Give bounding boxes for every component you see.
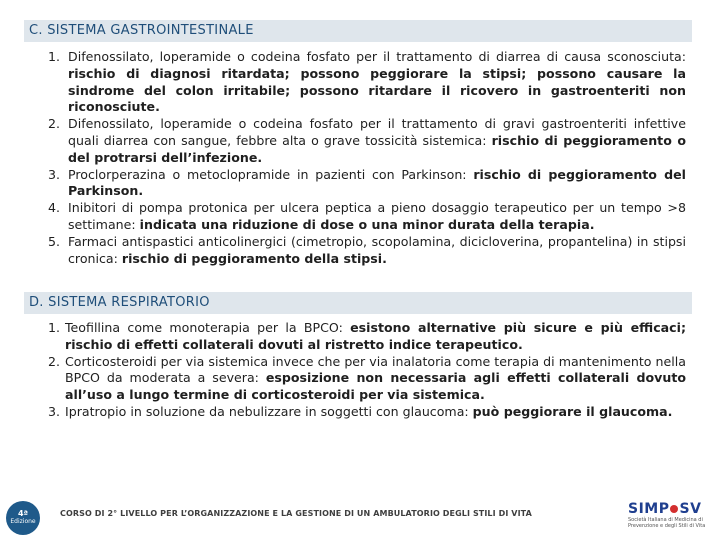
simpesv-logo (628, 501, 708, 535)
item-number: 1. (48, 320, 61, 335)
item-consequence: esposizione non necessaria agli effetti collaterali dovuto all’uso a lungo termine di corticosteroidi per via sistemica. (65, 370, 686, 403)
footer (0, 495, 720, 540)
item-number: 2. (48, 116, 61, 132)
section-d-header: D. SISTEMA RESPIRATORIO (24, 292, 692, 314)
edition-badge (6, 501, 40, 535)
section-d-list (48, 320, 686, 421)
item-consequence: rischio di peggioramento della stipsi. (121, 250, 387, 266)
item-consequence: esistono alternative più sicure e più efficaci; rischio di effetti collaterali dovuti al ristretto indice terapeutico. (65, 320, 686, 352)
item-text: Teofillina come monoterapia per la BPCO: (65, 320, 351, 335)
item-number: 3. (48, 403, 61, 419)
item-number: 1. (48, 49, 61, 64)
section-c-header: C. SISTEMA GASTROINTESTINALE (24, 20, 692, 42)
item-number: 3. (48, 166, 61, 182)
list-item (48, 49, 686, 116)
item-consequence: rischio di peggioramento del Parkinson. (68, 166, 686, 199)
edition-number: 4ª (17, 509, 29, 518)
item-consequence: rischio di diagnosi ritardata; possono peggiorare la stipsi; possono causare la sindrome del colon irritabile; possono ritardare il ricovero in gastroenteriti non riconosciute. (68, 65, 686, 115)
list-item (48, 354, 686, 404)
section-c-list (48, 49, 686, 267)
item-consequence: può peggiorare il glaucoma. (472, 403, 673, 419)
list-item (48, 116, 686, 166)
logo-text-right: SV (679, 501, 702, 517)
item-text: Difenossilato, loperamide o codeina fosfato per il trattamento di diarrea di causa sconosciuta: (68, 49, 686, 64)
list-item (48, 320, 686, 354)
logo-dot-icon (670, 505, 678, 513)
logo-text-left: SIMP (628, 501, 670, 517)
item-consequence: rischio di peggioramento o del protrarsi dell’infezione. (68, 132, 686, 165)
edition-word: Edizione (10, 518, 36, 525)
logo-subtitle: Società Italiana di Medicina di Prevenzione e degli Stili di Vita (628, 517, 706, 529)
item-number: 2. (48, 353, 61, 369)
item-text: Corticosteroidi per via sistemica invece che per via inalatoria come terapia di mantenimento nella BPCO da moderata a severa: (65, 353, 686, 386)
list-item (48, 200, 686, 234)
item-consequence: indicata una riduzione di dose o una minor durata della terapia. (139, 216, 595, 232)
item-text: Proclorperazina o metoclopramide in pazienti con Parkinson: (68, 166, 474, 182)
item-number: 5. (48, 233, 61, 249)
item-text: Ipratropio in soluzione da nebulizzare in soggetti con glaucoma: (65, 403, 473, 419)
list-item (48, 404, 686, 421)
item-number: 4. (48, 200, 61, 216)
list-item (48, 234, 686, 268)
item-text: Farmaci antispastici anticolinergici (cimetropio, scopolamina, dicicloverina, propantelina) in stipsi cronica: (68, 233, 686, 266)
course-title: CORSO DI 2° LIVELLO PER L’ORGANIZZAZIONE E LA GESTIONE DI UN AMBULATORIO DEGLI STILI DI VITA (60, 509, 532, 518)
item-text: Difenossilato, loperamide o codeina fosfato per il trattamento di gravi gastroenteriti infettive quali diarrea con sangue, febbre alta o grave tossicità sistemica: (68, 116, 686, 148)
item-text: Inibitori di pompa protonica per ulcera peptica a pieno dosaggio terapeutico per un tempo >8 settimane: (68, 200, 686, 232)
list-item (48, 167, 686, 201)
